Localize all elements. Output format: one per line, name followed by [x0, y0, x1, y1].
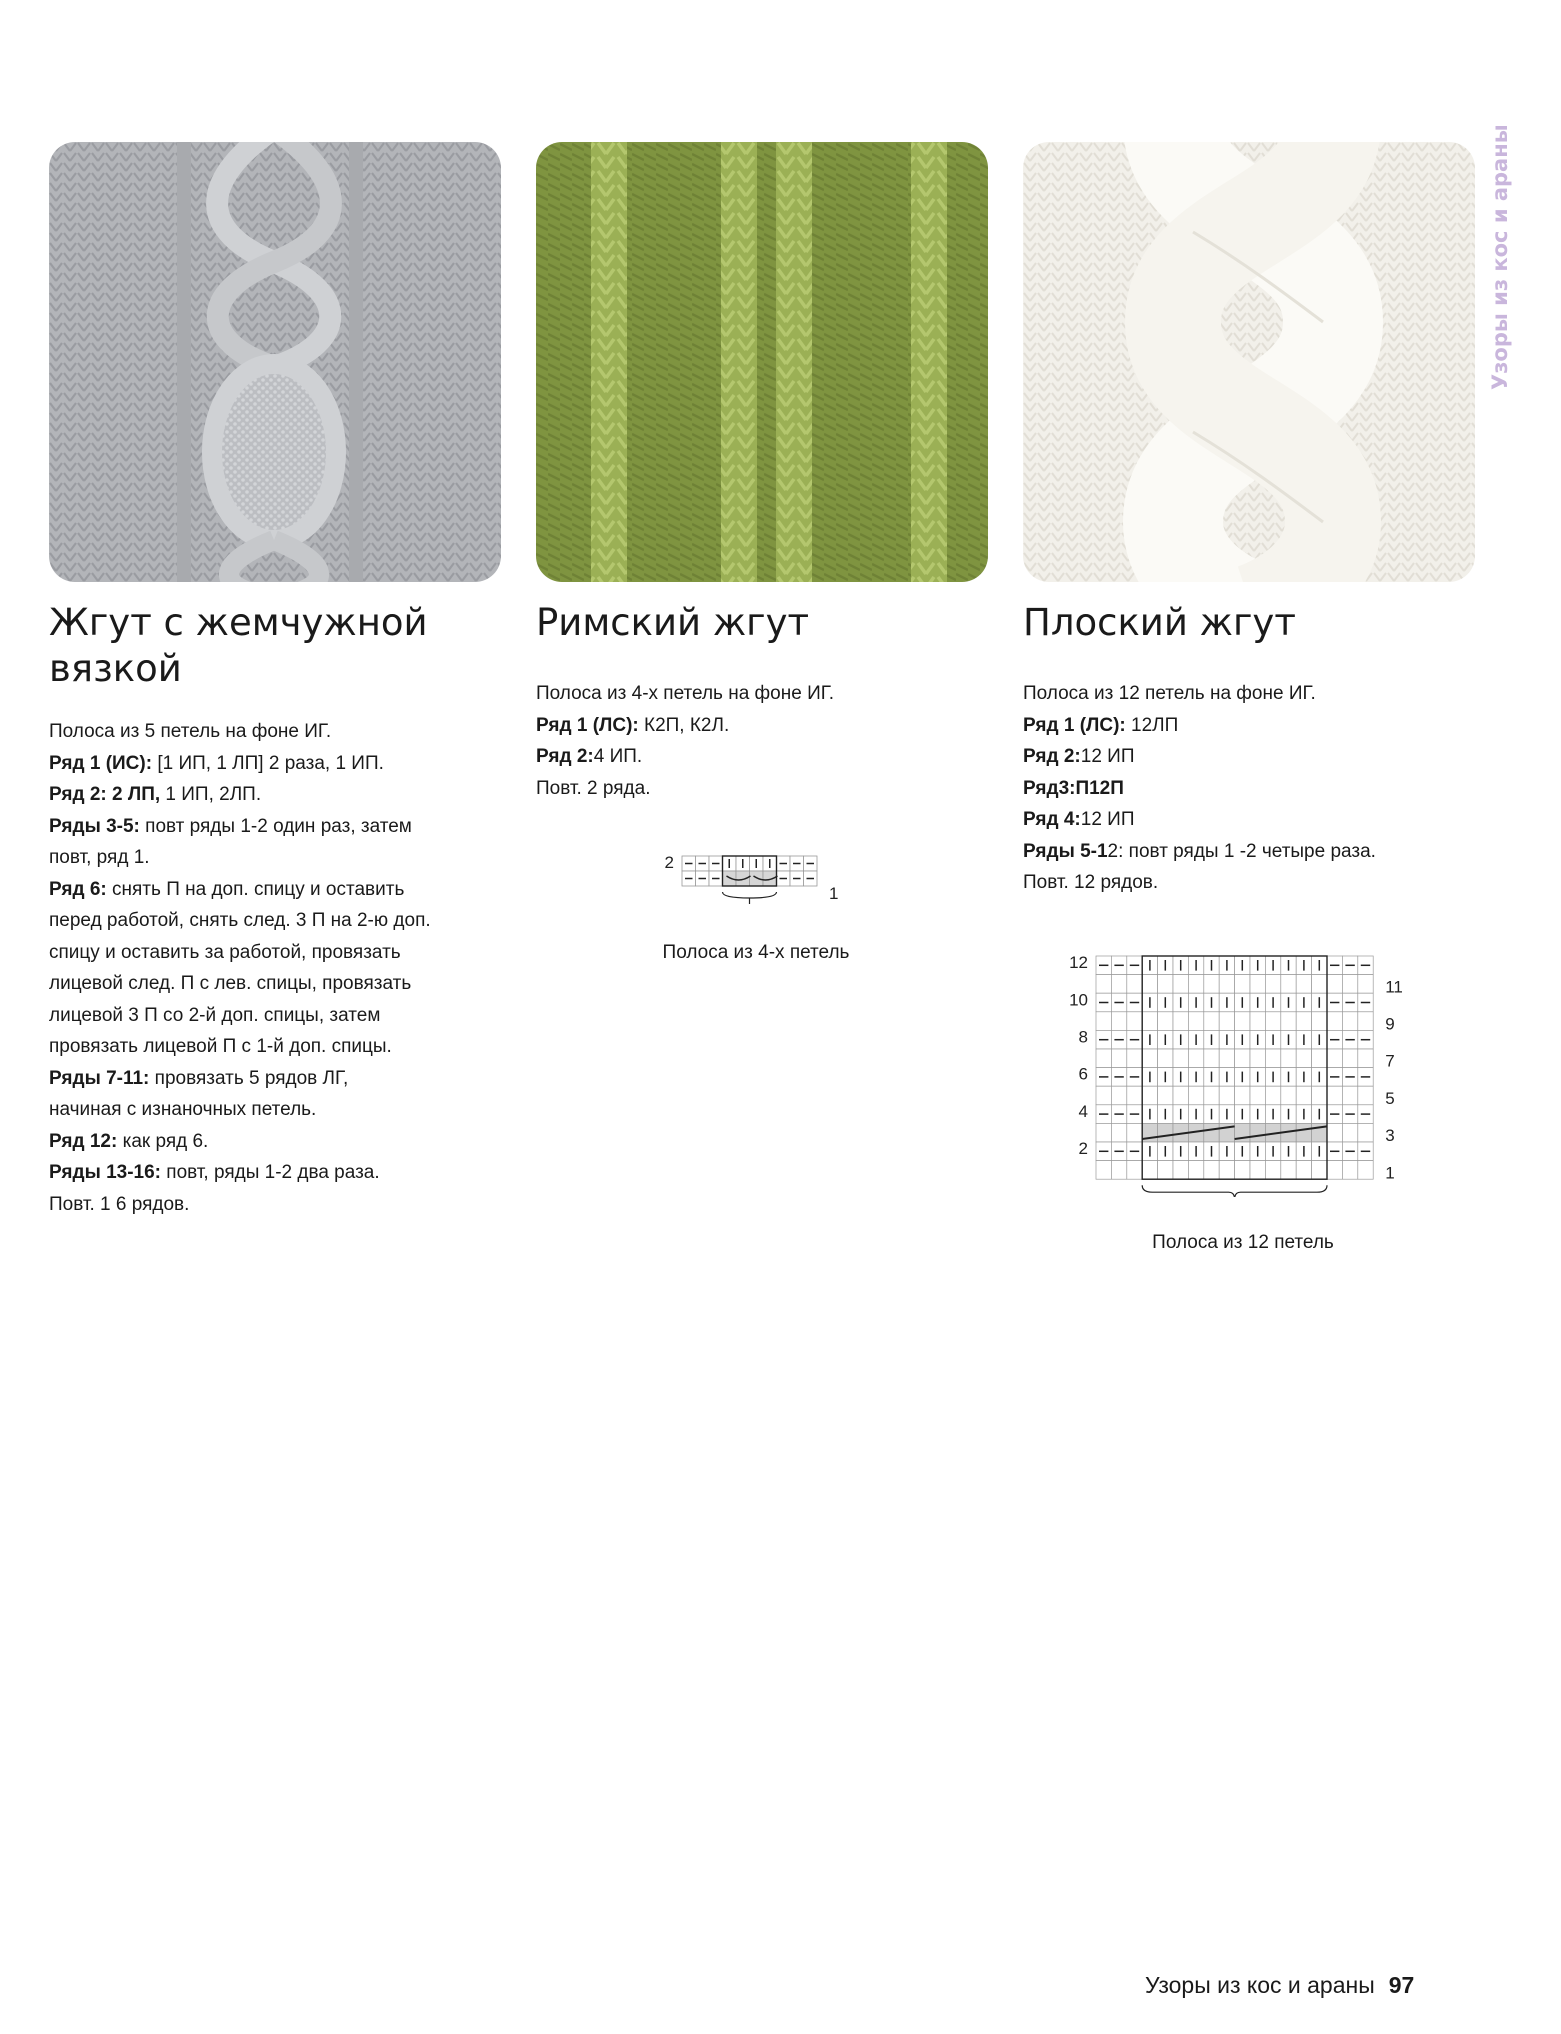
- chart-cell: [1096, 1086, 1111, 1105]
- chart-cell: [1219, 1049, 1234, 1068]
- instruction-line: Полоса из 5 петель на фоне ИГ.: [49, 721, 332, 742]
- chart-cell: [1142, 1086, 1157, 1105]
- flat-cable-chart: [1060, 952, 1420, 1202]
- pattern-title: Жгут с жемчужной вязкой: [49, 601, 428, 690]
- chart-cell: [1281, 1012, 1296, 1031]
- instruction-line: лицевой 3 П со 2-й доп. спицы, затем: [49, 1004, 381, 1026]
- pattern-column-1: [49, 600, 489, 1220]
- chart-cell: [1188, 1012, 1203, 1031]
- row-label: 2: [1078, 1139, 1088, 1159]
- instruction-line: Полоса из 4-х петель на фоне ИГ.: [536, 683, 834, 704]
- row-label: 7: [1385, 1051, 1395, 1071]
- chart-cell: [1142, 1049, 1157, 1068]
- instruction-line: спицу и оставить за работой, провязать: [49, 941, 401, 963]
- chart-cell: [750, 871, 764, 886]
- chart-cell: [1281, 975, 1296, 994]
- chart-cell: [1127, 1012, 1142, 1031]
- chart-cell: [1250, 1086, 1265, 1105]
- row-label: 8: [1078, 1027, 1088, 1047]
- pattern-title: Плоский жгут: [1023, 601, 1296, 644]
- chart-cell: [1158, 1123, 1173, 1142]
- chart-cell: [1265, 1161, 1280, 1180]
- row-label: 11: [1385, 977, 1403, 997]
- chart-cell: [1296, 1049, 1311, 1068]
- roman-cable-chart: [656, 852, 846, 923]
- chart-cell: [1358, 1161, 1373, 1180]
- chart-cell: [1127, 975, 1142, 994]
- chart-cell: [1204, 1161, 1219, 1180]
- chart-cell: [1158, 1161, 1173, 1180]
- chart-cell: [1327, 1012, 1342, 1031]
- row-label: 9: [1385, 1014, 1395, 1034]
- row-label: 5: [1385, 1088, 1395, 1108]
- instruction-line: Ряд 2:4 ИП.: [536, 746, 643, 767]
- chart-cell: [1096, 975, 1111, 994]
- instruction-line: Повт. 12 рядов.: [1023, 872, 1159, 893]
- instruction-line: провязать лицевой П с 1-й доп. спицы.: [49, 1036, 392, 1057]
- instruction-line: Ряд 1 (ИС): [1 ИП, 1 ЛП] 2 раза, 1 ИП.: [49, 752, 384, 774]
- chart-cell: [1250, 1049, 1265, 1068]
- flat-cable-chart-caption: Полоса из 12 петель: [1152, 1232, 1334, 1253]
- chart-cell: [1219, 1161, 1234, 1180]
- chart-cell: [1158, 1086, 1173, 1105]
- chart-cell: [1342, 1123, 1357, 1142]
- chart-cell: [1127, 1161, 1142, 1180]
- chart-cell: [1111, 1049, 1126, 1068]
- chart-cell: [1111, 975, 1126, 994]
- chart-cell: [1219, 1012, 1234, 1031]
- chart-cell: [1204, 1086, 1219, 1105]
- chart-cell: [1327, 1086, 1342, 1105]
- instruction-line: Ряд3:П12П: [1023, 777, 1124, 799]
- chart-cell: [1358, 1086, 1373, 1105]
- chart-cell: [1358, 1012, 1373, 1031]
- instruction-line: Ряд 4:12 ИП: [1023, 809, 1135, 830]
- pattern-instructions: [536, 678, 976, 804]
- chart-cell: [1327, 1161, 1342, 1180]
- chart-cell: [1111, 1086, 1126, 1105]
- chart-cell: [1142, 1161, 1157, 1180]
- chart-cell: [1327, 1049, 1342, 1068]
- page-footer: [1145, 1972, 1414, 1999]
- chart-cell: [1342, 1161, 1357, 1180]
- chart-cell: [1142, 1012, 1157, 1031]
- chart-cell: [1204, 1123, 1219, 1142]
- chart-cell: [1296, 975, 1311, 994]
- chart-cell: [1235, 975, 1250, 994]
- instruction-line: Ряды 3-5: повт ряды 1-2 один раз, затем: [49, 815, 412, 837]
- instruction-line: перед работой, снять след. 3 П на 2-ю доп.: [49, 910, 431, 931]
- chart-cell: [1096, 1123, 1111, 1142]
- chart-cell: [1096, 1049, 1111, 1068]
- chart-cell: [1265, 1012, 1280, 1031]
- chart-cell: [1265, 975, 1280, 994]
- chart-cell: [1281, 1161, 1296, 1180]
- instruction-line: Полоса из 12 петель на фоне ИГ.: [1023, 683, 1316, 704]
- chart-cell: [1312, 1049, 1327, 1068]
- chart-cell: [1250, 1123, 1265, 1142]
- pattern-column-3: [1023, 600, 1463, 899]
- instruction-line: Ряды 7-11: провязать 5 рядов ЛГ,: [49, 1067, 349, 1089]
- chart-cell: [1296, 1086, 1311, 1105]
- chart-cell: [1219, 975, 1234, 994]
- chart-cell: [1358, 975, 1373, 994]
- repeat-brace: [1142, 1185, 1327, 1197]
- chart-cell: [1235, 1049, 1250, 1068]
- chart-cell: [1235, 1161, 1250, 1180]
- pattern-title: Римский жгут: [536, 601, 810, 644]
- chart-cell: [1173, 1086, 1188, 1105]
- chart-cell: [1188, 1086, 1203, 1105]
- page-number: 97: [1388, 1972, 1415, 1998]
- flat-cable-chart-grid: [1060, 952, 1420, 1197]
- chart-cell: [1296, 1012, 1311, 1031]
- chart-cell: [1127, 1123, 1142, 1142]
- chart-cell: [1111, 1012, 1126, 1031]
- chart-cell: [1250, 1012, 1265, 1031]
- footer-section-name: Узоры из кос и араны: [1145, 1972, 1375, 1998]
- white-flat-cable-swatch-image: [1023, 142, 1475, 582]
- side-section-title: Узоры из кос и араны: [1488, 124, 1512, 390]
- chart-cell: [1127, 1049, 1142, 1068]
- chart-cell: [1096, 1161, 1111, 1180]
- chart-cell: [1111, 1123, 1126, 1142]
- chart-cell: [1342, 1086, 1357, 1105]
- row-label: 2: [664, 853, 674, 872]
- pattern-instructions: [49, 716, 489, 1220]
- instruction-line: Ряды 5-12: повт ряды 1 -2 четыре раза.: [1023, 840, 1376, 862]
- chart-cell: [1111, 1161, 1126, 1180]
- chart-cell: [1327, 1123, 1342, 1142]
- repeat-brace: [723, 892, 777, 904]
- chart-cell: [1235, 1086, 1250, 1105]
- chart-cell: [1265, 1049, 1280, 1068]
- instruction-line: Ряд 2:12 ИП: [1023, 746, 1135, 767]
- row-label: 6: [1078, 1064, 1088, 1084]
- instruction-line: Повт. 1 6 рядов.: [49, 1193, 190, 1215]
- chart-cell: [1096, 1012, 1111, 1031]
- chart-cell: [1235, 1012, 1250, 1031]
- chart-cell: [1312, 1012, 1327, 1031]
- pattern-instructions: [1023, 678, 1463, 899]
- chart-cell: [1173, 1161, 1188, 1180]
- chart-cell: [1250, 975, 1265, 994]
- chart-cell: [1158, 1049, 1173, 1068]
- chart-cell: [1342, 1012, 1357, 1031]
- chart-cell: [1342, 975, 1357, 994]
- chart-cell: [1312, 1161, 1327, 1180]
- instruction-line: Ряд 2: 2 ЛП, 1 ИП, 2ЛП.: [49, 784, 262, 805]
- chart-cell: [1204, 975, 1219, 994]
- chart-cell: [1204, 1049, 1219, 1068]
- chart-cell: [1158, 975, 1173, 994]
- chart-cell: [1265, 1086, 1280, 1105]
- chart-cell: [1342, 1049, 1357, 1068]
- chart-cell: [1173, 975, 1188, 994]
- roman-cable-chart-grid: [656, 852, 846, 918]
- chart-cell: [1173, 1012, 1188, 1031]
- chart-cell: [1219, 1086, 1234, 1105]
- chart-cell: [1250, 1161, 1265, 1180]
- row-label: 3: [1385, 1126, 1395, 1146]
- chart-cell: [1358, 1123, 1373, 1142]
- instruction-line: повт, ряд 1.: [49, 847, 150, 868]
- pattern-column-2: [536, 600, 976, 804]
- chart-cell: [1158, 1012, 1173, 1031]
- gray-pearl-cable-swatch-image: [49, 142, 501, 582]
- chart-cell: [1127, 1086, 1142, 1105]
- chart-cell: [1312, 975, 1327, 994]
- instruction-line: Ряд 12: как ряд 6.: [49, 1130, 209, 1152]
- chart-cell: [1281, 1049, 1296, 1068]
- chart-cell: [1188, 975, 1203, 994]
- chart-cell: [1188, 1049, 1203, 1068]
- row-label: 1: [1385, 1163, 1395, 1183]
- chart-cell: [1204, 1012, 1219, 1031]
- row-label: 1: [829, 884, 839, 903]
- instruction-line: Ряд 1 (ЛС): К2П, К2Л.: [536, 714, 730, 736]
- chart-cell: [1281, 1086, 1296, 1105]
- row-label: 12: [1069, 953, 1088, 973]
- instruction-line: Ряды 13-16: повт, ряды 1-2 два раза.: [49, 1162, 380, 1183]
- instruction-line: Повт. 2 ряда.: [536, 777, 651, 799]
- instruction-line: начиная с изнаночных петель.: [49, 1099, 317, 1120]
- instruction-line: лицевой след. П с лев. спицы, провязать: [49, 973, 412, 994]
- row-label: 4: [1078, 1101, 1088, 1121]
- instruction-line: Ряд 1 (ЛС): 12ЛП: [1023, 714, 1179, 736]
- chart-cell: [1173, 1049, 1188, 1068]
- chart-cell: [1327, 975, 1342, 994]
- chart-cell: [1358, 1049, 1373, 1068]
- chart-cell: [1142, 975, 1157, 994]
- instruction-line: Ряд 6: снять П на доп. спицу и оставить: [49, 878, 405, 900]
- row-label: 10: [1069, 990, 1088, 1010]
- chart-cell: [723, 871, 737, 886]
- chart-cell: [1296, 1123, 1311, 1142]
- chart-cell: [1296, 1161, 1311, 1180]
- chart-cell: [1312, 1086, 1327, 1105]
- chart-cell: [1188, 1161, 1203, 1180]
- roman-cable-chart-caption: Полоса из 4-х петель: [662, 942, 850, 963]
- green-roman-cable-swatch-image: [536, 142, 988, 582]
